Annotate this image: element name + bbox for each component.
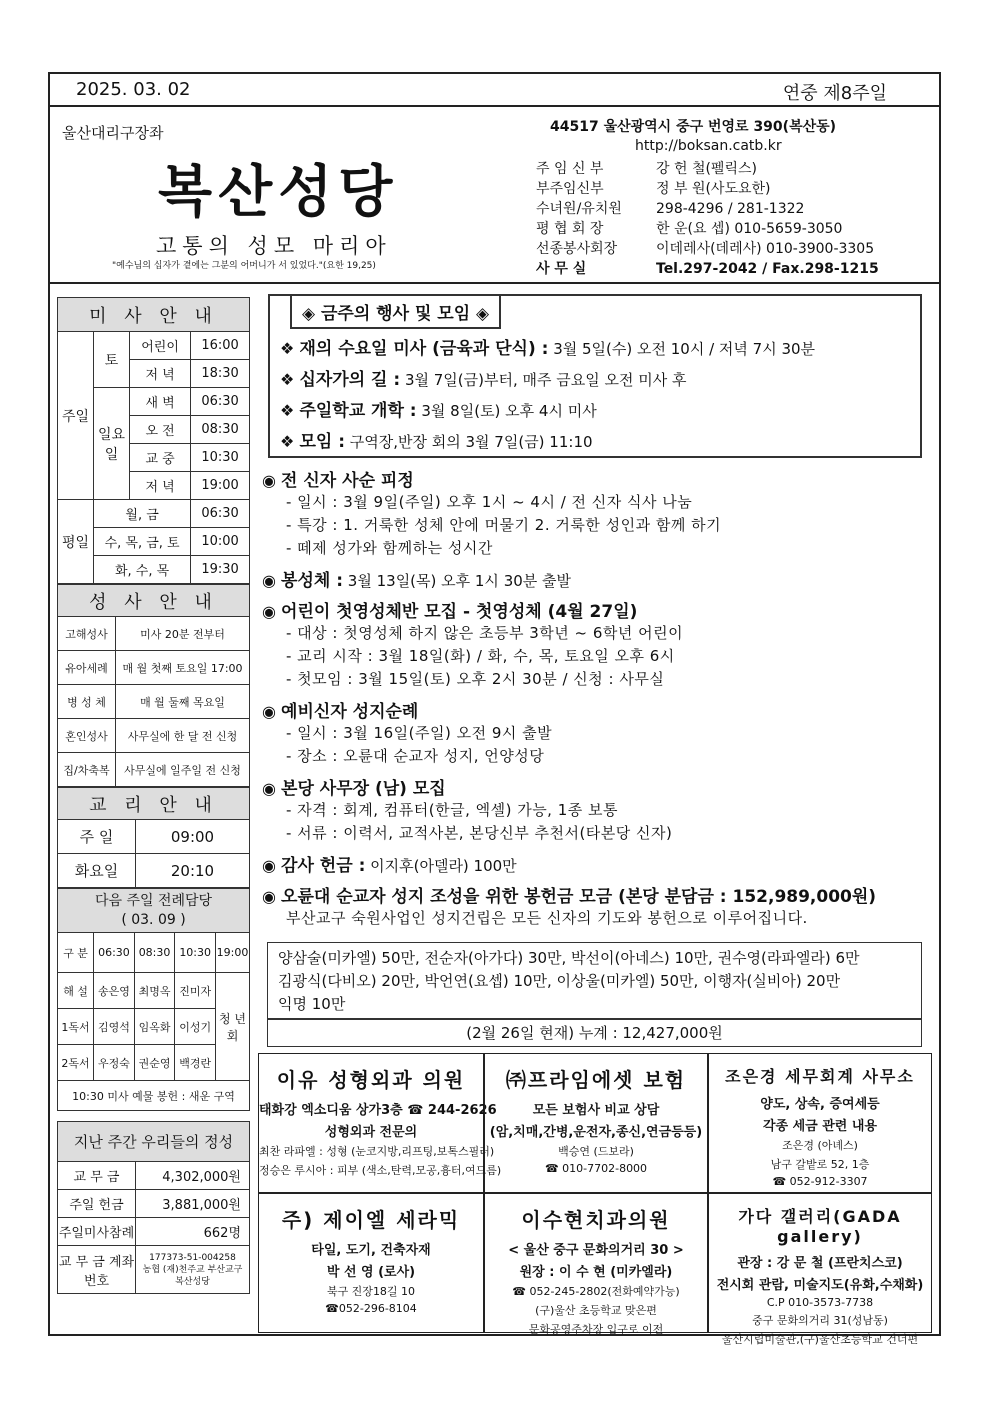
ad-line: ☎ 052-245-2802(전화예약가능) bbox=[512, 1285, 680, 1298]
account-info bbox=[136, 1246, 250, 1294]
duty-head: 19:00 bbox=[216, 933, 250, 973]
event-title: 재의 수요일 미사 (금육과 단식) : bbox=[299, 339, 549, 359]
notice-heading bbox=[262, 466, 932, 491]
account-line: 농협 (재)천주교 부산교구 bbox=[142, 1264, 243, 1275]
offering-value: 3,881,000원 bbox=[136, 1190, 250, 1218]
events-box bbox=[268, 294, 922, 458]
ad-line: 정승은 루시아 : 피부 (색소,탄력,모공,흉터,여드름) bbox=[259, 1164, 502, 1177]
duty-note: 10:30 미사 예물 봉헌 : 새운 구역 bbox=[58, 1081, 250, 1111]
ad-line: 울산시립미술관,(구)울산초등학교 건너편 bbox=[721, 1333, 919, 1346]
ad-title: 주) 제이엘 세라믹 bbox=[281, 1208, 461, 1232]
staff-row bbox=[536, 198, 879, 218]
notice-title: 어린이 첫영성체반 모집 - 첫영성체 (4월 27일) bbox=[281, 602, 638, 622]
offering-label: 주일 헌금 bbox=[58, 1190, 136, 1218]
staff-row bbox=[536, 238, 879, 258]
duty-cell: 우정숙 bbox=[94, 1045, 135, 1081]
ad-box bbox=[484, 1053, 708, 1193]
notice-bullet-icon: ◉ bbox=[262, 471, 282, 490]
notice-line: - 장소 : 오륜대 순교자 성지, 언양성당 bbox=[286, 747, 545, 765]
ad-line: ☎052-296-8104 bbox=[325, 1302, 417, 1315]
account-label: 교 무 금 계좌번호 bbox=[58, 1246, 136, 1294]
events-list bbox=[280, 334, 815, 458]
ad-title: 조은경 세무회계 사무소 bbox=[725, 1067, 915, 1086]
duty-cell: 권순영 bbox=[134, 1045, 175, 1081]
staff-role: 선종봉사회장 bbox=[536, 241, 618, 257]
staff-role: 평 협 회 장 bbox=[536, 221, 604, 237]
event-title: 주일학교 개학 : bbox=[299, 401, 417, 421]
mass-name: 어린이 bbox=[130, 332, 191, 360]
donation-total: (2월 26일 현재) 누계 : 12,427,000원 bbox=[267, 1019, 922, 1047]
donor-line: 양삼술(미카엘) 50만, 전순자(아가다) 30만, 박선이(아네스) 10만, 권수영(라파엘라) 6만 bbox=[278, 949, 860, 967]
notice-line: - 일시 : 3월 9일(주일) 오후 1시 ~ 4시 / 전 신자 식사 나눔 bbox=[286, 493, 693, 511]
notice-title: 본당 사무장 (남) 모집 bbox=[281, 779, 446, 799]
event-bullet-icon: ❖ bbox=[280, 401, 300, 420]
duty-date: ( 03. 09 ) bbox=[121, 911, 186, 928]
ad-line: 모든 보험사 비교 상담 bbox=[532, 1103, 660, 1118]
ad-line: C.P 010-3573-7738 bbox=[766, 1296, 874, 1309]
notice-line: - 자격 : 회계, 컴퓨터(한글, 엑셀) 가능, 1종 보통 bbox=[286, 801, 619, 819]
top-bar bbox=[50, 74, 939, 107]
mass-time: 10:00 bbox=[191, 528, 250, 556]
event-title: 모임 : bbox=[299, 432, 345, 452]
notice-line: - 특강 : 1. 거룩한 성체 안에 머물기 2. 거룩한 성인과 함께 하기 bbox=[286, 516, 722, 534]
event-item bbox=[280, 396, 815, 427]
ad-title: 이유 성형외과 의원 bbox=[276, 1068, 466, 1092]
catechism-day: 화요일 bbox=[58, 854, 136, 888]
staff-name: 298-4296 / 281-1322 bbox=[656, 201, 805, 217]
notice-line: - 대상 : 첫영성체 하지 않은 초등부 3학년 ~ 6학년 어린이 bbox=[286, 624, 684, 642]
ad-line: 양도, 상속, 증여세등 bbox=[760, 1097, 880, 1112]
event-detail: 3월 8일(토) 오후 4시 미사 bbox=[416, 402, 597, 420]
duty-cell: 김영석 bbox=[94, 1009, 135, 1045]
staff-role: 주 임 신 부 bbox=[536, 161, 604, 177]
ad-box bbox=[708, 1193, 932, 1346]
ad-title: 이수현치과의원 bbox=[521, 1208, 671, 1232]
sacrament-info: 매 월 첫째 토요일 17:00 bbox=[116, 651, 250, 685]
notice-line: - 교리 시작 : 3월 18일(화) / 화, 수, 목, 토요일 오후 6시 bbox=[286, 647, 675, 665]
ad-line: 전시회 관람, 미술지도(유화,수채화) bbox=[716, 1278, 924, 1293]
ad-line: 관장 : 강 문 철 (프란치스코) bbox=[737, 1256, 903, 1271]
account-line: 177373-51-004258 bbox=[149, 1252, 236, 1263]
notice-line: - 서류 : 이력서, 교적사본, 본당신부 추천서(타본당 신자) bbox=[286, 824, 673, 842]
notice-heading bbox=[262, 774, 932, 799]
ad-line: 성형외과 전문의 bbox=[324, 1125, 418, 1140]
notice-detail: 이지후(아델라) 100만 bbox=[365, 857, 517, 875]
duty-head: 06:30 bbox=[94, 933, 135, 973]
notice-line: - 떼제 성가와 함께하는 성시간 bbox=[286, 539, 493, 557]
mass-table bbox=[57, 297, 250, 584]
issue-date: 2025. 03. 02 bbox=[76, 79, 191, 100]
ad-line: 남구 갈밭로 52, 1층 bbox=[770, 1158, 870, 1171]
offering-label: 교 무 금 bbox=[58, 1162, 136, 1190]
sacrament-info: 미사 20분 전부터 bbox=[116, 617, 250, 651]
ad-box bbox=[258, 1193, 484, 1333]
staff-row bbox=[536, 178, 879, 198]
catechism-time: 09:00 bbox=[136, 820, 250, 854]
notice-title: 전 신자 사순 피정 bbox=[281, 471, 414, 491]
patron: 고통의 성모 마리아 bbox=[156, 234, 392, 258]
event-bullet-icon: ❖ bbox=[280, 370, 300, 389]
event-detail: 3월 5일(수) 오전 10시 / 저녁 7시 30분 bbox=[548, 340, 816, 358]
staff-list bbox=[536, 158, 879, 278]
ad-line: (구)울산 초등학교 맞은편 bbox=[535, 1304, 657, 1317]
sat-label: 토 bbox=[94, 332, 130, 388]
duty-head: 구 분 bbox=[58, 933, 94, 973]
staff-row bbox=[536, 218, 879, 238]
staff-name: 이데레사(데레사) 010-3900-3305 bbox=[656, 241, 875, 257]
ad-line: 중구 문화의거리 31(성남동) bbox=[752, 1314, 888, 1327]
notice-bullet-icon: ◉ bbox=[262, 856, 282, 875]
mass-time: 18:30 bbox=[191, 360, 250, 388]
mass-name: 새 벽 bbox=[130, 388, 191, 416]
catechism-time: 20:10 bbox=[136, 854, 250, 888]
ad-box bbox=[484, 1193, 708, 1336]
duty-head: 10:30 bbox=[175, 933, 216, 973]
duty-cell: 1독서 bbox=[58, 1009, 94, 1045]
duty-cell: 진미자 bbox=[175, 973, 216, 1009]
sacrament-name: 혼인성사 bbox=[58, 719, 116, 753]
ad-line: 타일, 도기, 건축자재 bbox=[311, 1243, 431, 1258]
notice bbox=[262, 882, 932, 930]
weekday-label: 평일 bbox=[58, 500, 94, 584]
sacrament-info: 사무실에 한 달 전 신청 bbox=[116, 719, 250, 753]
ad-title: 가다 갤러리(GADA gallery) bbox=[738, 1207, 902, 1246]
staff-name: 한 운(요 셉) 010-5659-3050 bbox=[656, 221, 843, 237]
event-title: 십자가의 길 : bbox=[299, 370, 401, 390]
event-detail: 3월 7일(금)부터, 매주 금요일 오전 미사 후 bbox=[400, 371, 687, 389]
ad-line: 최찬 라파엘 : 성형 (눈코지방,리프팅,보톡스필러) bbox=[259, 1145, 495, 1158]
offering-title: 지난 주간 우리들의 정성 bbox=[58, 1122, 250, 1162]
ad-title: ㈜프라임에셋 보험 bbox=[505, 1068, 687, 1092]
staff-name: 정 부 원(사도요한) bbox=[656, 181, 771, 197]
sacrament-title: 성 사 안 내 bbox=[58, 585, 250, 617]
staff-row bbox=[536, 258, 879, 278]
duty-cell: 최명옥 bbox=[134, 973, 175, 1009]
mass-name: 교 중 bbox=[130, 444, 191, 472]
mass-time: 19:30 bbox=[191, 556, 250, 584]
sacrament-table bbox=[57, 584, 250, 787]
notices bbox=[262, 466, 932, 936]
mass-time: 16:00 bbox=[191, 332, 250, 360]
notice-bullet-icon: ◉ bbox=[262, 602, 282, 621]
duty-head: 08:30 bbox=[134, 933, 175, 973]
ad-line: 조은경 (아녜스) bbox=[782, 1139, 858, 1152]
duty-cell: 이성기 bbox=[175, 1009, 216, 1045]
duty-title bbox=[58, 889, 250, 933]
mass-time: 08:30 bbox=[191, 416, 250, 444]
duty-heading: 다음 주일 전례담당 bbox=[94, 892, 213, 909]
notice bbox=[262, 774, 932, 845]
ad-line: 태화강 엑소디움 상가3층 ☎ 244-2626 bbox=[259, 1103, 497, 1118]
catechism-title: 교 리 안 내 bbox=[58, 788, 250, 820]
notice bbox=[262, 597, 932, 691]
ad-line: (암,치매,간병,운전자,종신,연금등등) bbox=[489, 1125, 703, 1140]
event-item bbox=[280, 365, 815, 396]
catechism-day: 주 일 bbox=[58, 820, 136, 854]
sacrament-name: 고해성사 bbox=[58, 617, 116, 651]
sidebar bbox=[57, 297, 250, 1294]
diocese: 울산대리구장좌 bbox=[62, 124, 164, 142]
duty-cell: 송은영 bbox=[94, 973, 135, 1009]
sunday-label: 주일 bbox=[58, 332, 94, 500]
ad-line: 박 선 영 (로사) bbox=[326, 1265, 416, 1280]
notice-bullet-icon: ◉ bbox=[262, 779, 282, 798]
ad-line: 각종 세금 관련 내용 bbox=[762, 1119, 878, 1134]
sacrament-info: 사무실에 일주일 전 신청 bbox=[116, 753, 250, 787]
ad-line: 백승연 (드보라) bbox=[558, 1145, 634, 1158]
mass-time: 10:30 bbox=[191, 444, 250, 472]
notice bbox=[262, 566, 932, 591]
ad-line: 원장 : 이 수 현 (미카엘라) bbox=[519, 1265, 673, 1280]
staff-role: 사 무 실 bbox=[536, 261, 587, 277]
website[interactable]: http://boksan.catb.kr bbox=[635, 138, 782, 154]
ad-box bbox=[258, 1053, 502, 1193]
duty-cell: 2독서 bbox=[58, 1045, 94, 1081]
donor-line: 김광식(다비오) 20만, 박언연(요셉) 10만, 이상울(미카엘) 50만, 이행자(실비아) 20만 bbox=[278, 972, 841, 990]
ad-line: < 울산 중구 문화의거리 30 > bbox=[508, 1243, 684, 1258]
notice-heading bbox=[262, 597, 932, 622]
mass-time: 06:30 bbox=[191, 500, 250, 528]
mass-name: 수, 목, 금, 토 bbox=[94, 528, 191, 556]
duty-youth: 청 년 회 bbox=[216, 973, 250, 1081]
ad-line: ☎ 010-7702-8000 bbox=[544, 1162, 648, 1175]
events-title: ◈ 금주의 행사 및 모임 ◈ bbox=[290, 294, 501, 329]
notice-line: - 첫모임 : 3월 15일(토) 오후 2시 30분 / 신청 : 사무실 bbox=[286, 670, 665, 688]
sacrament-name: 집/차축복 bbox=[58, 753, 116, 787]
duty-cell: 임옥화 bbox=[134, 1009, 175, 1045]
notice-title: 감사 헌금 : bbox=[281, 856, 366, 876]
event-bullet-icon: ❖ bbox=[280, 432, 300, 451]
offering-label: 주일미사참례 bbox=[58, 1218, 136, 1246]
event-bullet-icon: ❖ bbox=[280, 339, 300, 358]
sun-label: 일요일 bbox=[94, 388, 130, 500]
notice-heading bbox=[262, 851, 932, 876]
ad-line: ☎ 052-912-3307 bbox=[772, 1175, 868, 1188]
sacrament-name: 유아세례 bbox=[58, 651, 116, 685]
staff-role: 수녀원/유치원 bbox=[536, 201, 622, 217]
account-line: 복산성당 bbox=[175, 1276, 210, 1287]
mass-name: 오 전 bbox=[130, 416, 191, 444]
staff-name: Tel.297-2042 / Fax.298-1215 bbox=[656, 261, 879, 277]
duty-table bbox=[57, 888, 250, 1111]
offering-table bbox=[57, 1121, 250, 1294]
event-item bbox=[280, 334, 815, 365]
offering-value: 662명 bbox=[136, 1218, 250, 1246]
notice-title: 오륜대 순교자 성지 조성을 위한 봉헌금 모금 (본당 분담금 : 152,989,000원) bbox=[281, 887, 877, 907]
liturgical-week: 연중 제8주일 bbox=[782, 83, 887, 104]
staff-role: 부주임신부 bbox=[536, 181, 604, 197]
notice-line: 부산교구 숙원사업인 성지건립은 모든 신자의 기도와 봉헌으로 이루어집니다. bbox=[286, 909, 808, 927]
notice bbox=[262, 697, 932, 768]
notice-heading bbox=[262, 697, 932, 722]
duty-cell: 해 설 bbox=[58, 973, 94, 1009]
ad-line: 북구 진장18길 10 bbox=[326, 1285, 416, 1298]
masthead bbox=[50, 108, 939, 284]
notice-bullet-icon: ◉ bbox=[262, 887, 282, 906]
staff-row bbox=[536, 158, 879, 178]
mass-time: 06:30 bbox=[191, 388, 250, 416]
mass-time: 19:00 bbox=[191, 472, 250, 500]
event-item bbox=[280, 427, 815, 458]
address: 44517 울산광역시 중구 번영로 390(복산동) bbox=[550, 119, 837, 135]
offering-value: 4,302,000원 bbox=[136, 1162, 250, 1190]
notice-line: - 일시 : 3월 16일(주일) 오전 9시 출발 bbox=[286, 724, 553, 742]
sacrament-name: 병 성 체 bbox=[58, 685, 116, 719]
notice-title: 봉성체 : bbox=[281, 571, 344, 591]
donor-box bbox=[267, 942, 922, 1019]
event-detail: 구역장,반장 회의 3월 7일(금) 11:10 bbox=[345, 433, 593, 451]
church-name: 복산성당 bbox=[158, 160, 399, 225]
notice bbox=[262, 851, 932, 876]
notice-bullet-icon: ◉ bbox=[262, 571, 282, 590]
mass-name: 월, 금 bbox=[94, 500, 191, 528]
mass-title: 미 사 안 내 bbox=[58, 298, 250, 332]
donor-line: 익명 10만 bbox=[278, 995, 346, 1013]
ad-line: 문화공영주차장 입구로 이전 bbox=[528, 1323, 664, 1336]
notice-heading bbox=[262, 566, 932, 591]
notice-bullet-icon: ◉ bbox=[262, 702, 282, 721]
staff-name: 강 헌 철(펠릭스) bbox=[656, 161, 757, 177]
notice-heading bbox=[262, 882, 932, 907]
catechism-table bbox=[57, 787, 250, 888]
notice-title: 예비신자 성지순례 bbox=[281, 702, 419, 722]
notice-detail: 3월 13일(목) 오후 1시 30분 출발 bbox=[343, 572, 572, 590]
quote: "예수님의 십자가 곁에는 그분의 어머니가 서 있었다."(요한 19,25) bbox=[112, 261, 376, 271]
sacrament-info: 매 월 둘째 목요일 bbox=[116, 685, 250, 719]
mass-name: 저 녁 bbox=[130, 472, 191, 500]
mass-name: 화, 수, 목 bbox=[94, 556, 191, 584]
duty-cell: 백경란 bbox=[175, 1045, 216, 1081]
ad-box bbox=[708, 1053, 932, 1193]
mass-name: 저 녁 bbox=[130, 360, 191, 388]
notice bbox=[262, 466, 932, 560]
